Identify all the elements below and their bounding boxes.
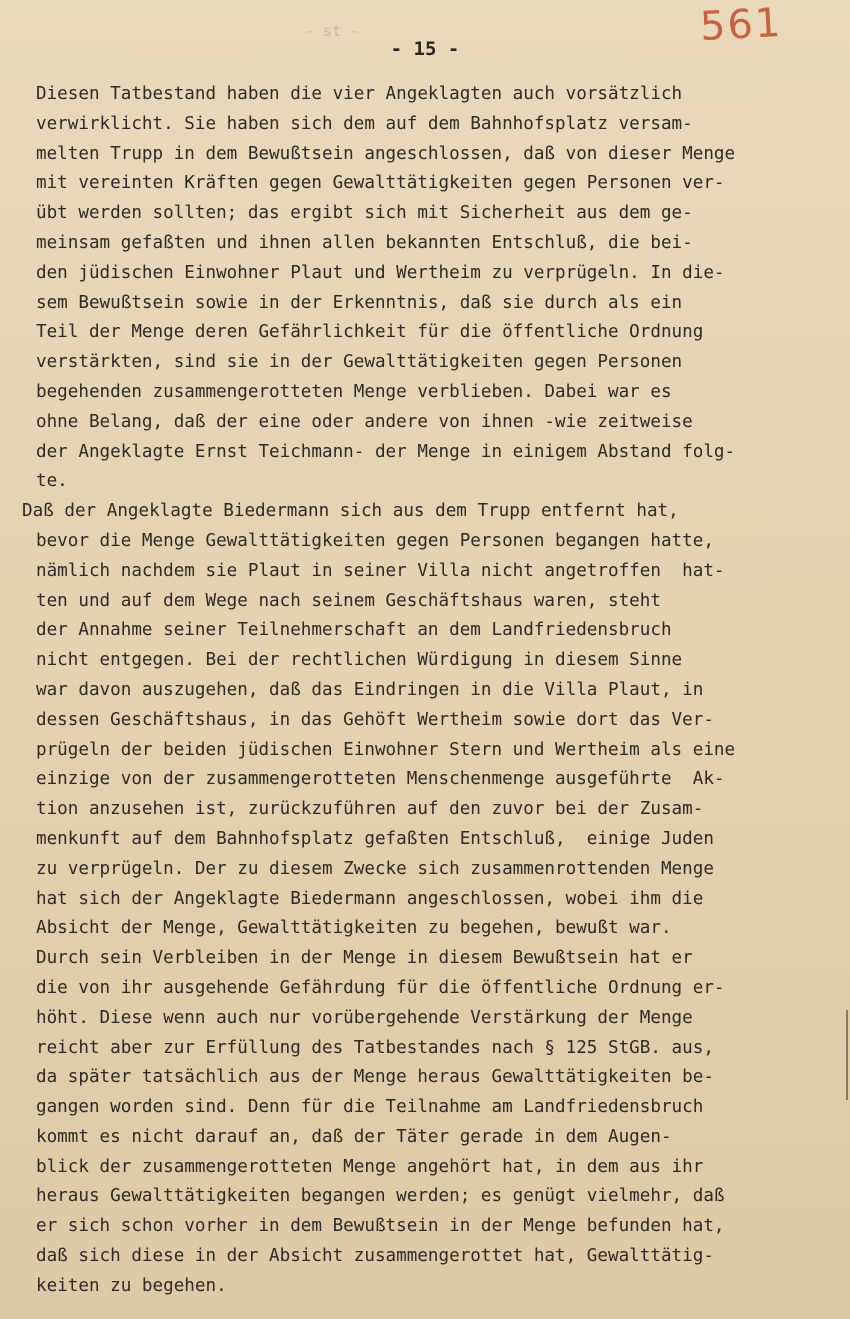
- text-line: Diesen Tatbestand haben die vier Angeklagten auch vorsätzlich: [36, 84, 683, 104]
- text-line: menkunft auf dem Bahnhofsplatz gefaßten Entschluß, einige Juden: [36, 828, 714, 849]
- text-line: Teil der Menge deren Gefährlichkeit für die öffentliche Ordnung: [36, 322, 704, 343]
- text-line: verwirklicht. Sie haben sich dem auf dem Bahnhofsplatz versam-: [36, 113, 693, 134]
- text-line: kommt es nicht darauf an, daß der Täter gerade in dem Augen-: [36, 1126, 672, 1147]
- text-line: der Annahme seiner Teilnehmerschaft an dem Landfriedensbruch: [36, 620, 672, 641]
- page-number: - 15 -: [390, 38, 460, 60]
- faint-margin-mark: - st -: [305, 22, 360, 40]
- text-line: daß sich diese in der Absicht zusammengerottet hat, Gewalttätig-: [36, 1246, 714, 1267]
- text-line: dessen Geschäftshaus, in das Gehöft Wertheim sowie dort das Ver-: [36, 709, 714, 730]
- text-line: reicht aber zur Erfüllung des Tatbestandes nach § 125 StGB. aus,: [36, 1037, 714, 1058]
- text-line: ten und auf dem Wege nach seinem Geschäftshaus waren, steht: [36, 590, 661, 611]
- text-line: ohne Belang, daß der eine oder andere von ihnen -wie zeitweise: [36, 411, 693, 432]
- text-line: melten Trupp in dem Bewußtsein angeschlossen, daß von dieser Menge: [36, 143, 736, 164]
- text-line: mit vereinten Kräften gegen Gewalttätigkeiten gegen Personen ver-: [36, 173, 725, 194]
- text-line: sem Bewußtsein sowie in der Erkenntnis, daß sie durch als ein: [36, 292, 683, 313]
- text-line: verstärkten, sind sie in der Gewalttätigkeiten gegen Personen: [36, 352, 683, 373]
- text-line: bevor die Menge Gewalttätigkeiten gegen Personen begangen hatte,: [36, 530, 714, 551]
- text-line: keiten zu begehen.: [36, 1275, 227, 1296]
- text-line: meinsam gefaßten und ihnen allen bekannten Entschluß, die bei-: [36, 232, 693, 253]
- text-line: da später tatsächlich aus der Menge heraus Gewalttätigkeiten be-: [36, 1067, 714, 1088]
- text-line: nicht entgegen. Bei der rechtlichen Würdigung in diesem Sinne: [36, 650, 683, 671]
- text-line: nämlich nachdem sie Plaut in seiner Villa nicht angetroffen hat-: [36, 560, 725, 581]
- text-line: gangen worden sind. Denn für die Teilnahme am Landfriedensbruch: [36, 1097, 704, 1118]
- text-line: zu verprügeln. Der zu diesem Zwecke sich zusammenrottenden Menge: [36, 858, 714, 879]
- text-line: höht. Diese wenn auch nur vorübergehende Verstärkung der Menge: [36, 1007, 693, 1028]
- text-line: die von ihr ausgehende Gefährdung für die öffentliche Ordnung er-: [36, 977, 725, 998]
- text-line: der Angeklagte Ernst Teichmann- der Menge in einigem Abstand folg-: [36, 441, 736, 462]
- text-line: Daß der Angeklagte Biedermann sich aus dem Trupp entfernt hat,: [22, 501, 679, 522]
- archive-page-number: 561: [698, 0, 784, 51]
- text-line: heraus Gewalttätigkeiten begangen werden; es genügt vielmehr, daß: [36, 1186, 725, 1207]
- text-line: Durch sein Verbleiben in der Menge in diesem Bewußtsein hat er: [36, 948, 693, 969]
- text-line: tion anzusehen ist, zurückzuführen auf den zuvor bei der Zusam-: [36, 799, 704, 820]
- text-line: übt werden sollten; das ergibt sich mit Sicherheit aus dem ge-: [36, 203, 693, 224]
- text-line: te.: [36, 471, 68, 492]
- text-line: blick der zusammengerotteten Menge angehört hat, in dem aus ihr: [36, 1156, 704, 1177]
- text-line: hat sich der Angeklagte Biedermann angeschlossen, wobei ihm die: [36, 888, 704, 909]
- text-line: prügeln der beiden jüdischen Einwohner Stern und Wertheim als eine: [36, 739, 736, 760]
- text-line: Absicht der Menge, Gewalttätigkeiten zu begehen, bewußt war.: [36, 918, 672, 939]
- text-line: einzige von der zusammengerotteten Menschenmenge ausgeführte Ak-: [36, 769, 725, 790]
- text-line: er sich schon vorher in dem Bewußtsein in der Menge befunden hat,: [36, 1216, 725, 1237]
- text-line: begehenden zusammengerotteten Menge verblieben. Dabei war es: [36, 381, 672, 402]
- margin-mark: [846, 1010, 848, 1100]
- text-line: war davon auszugehen, daß das Eindringen in die Villa Plaut, in: [36, 679, 704, 700]
- text-line: den jüdischen Einwohner Plaut und Wertheim zu verprügeln. In die-: [36, 262, 725, 283]
- body-text: [0, 80, 850, 1302]
